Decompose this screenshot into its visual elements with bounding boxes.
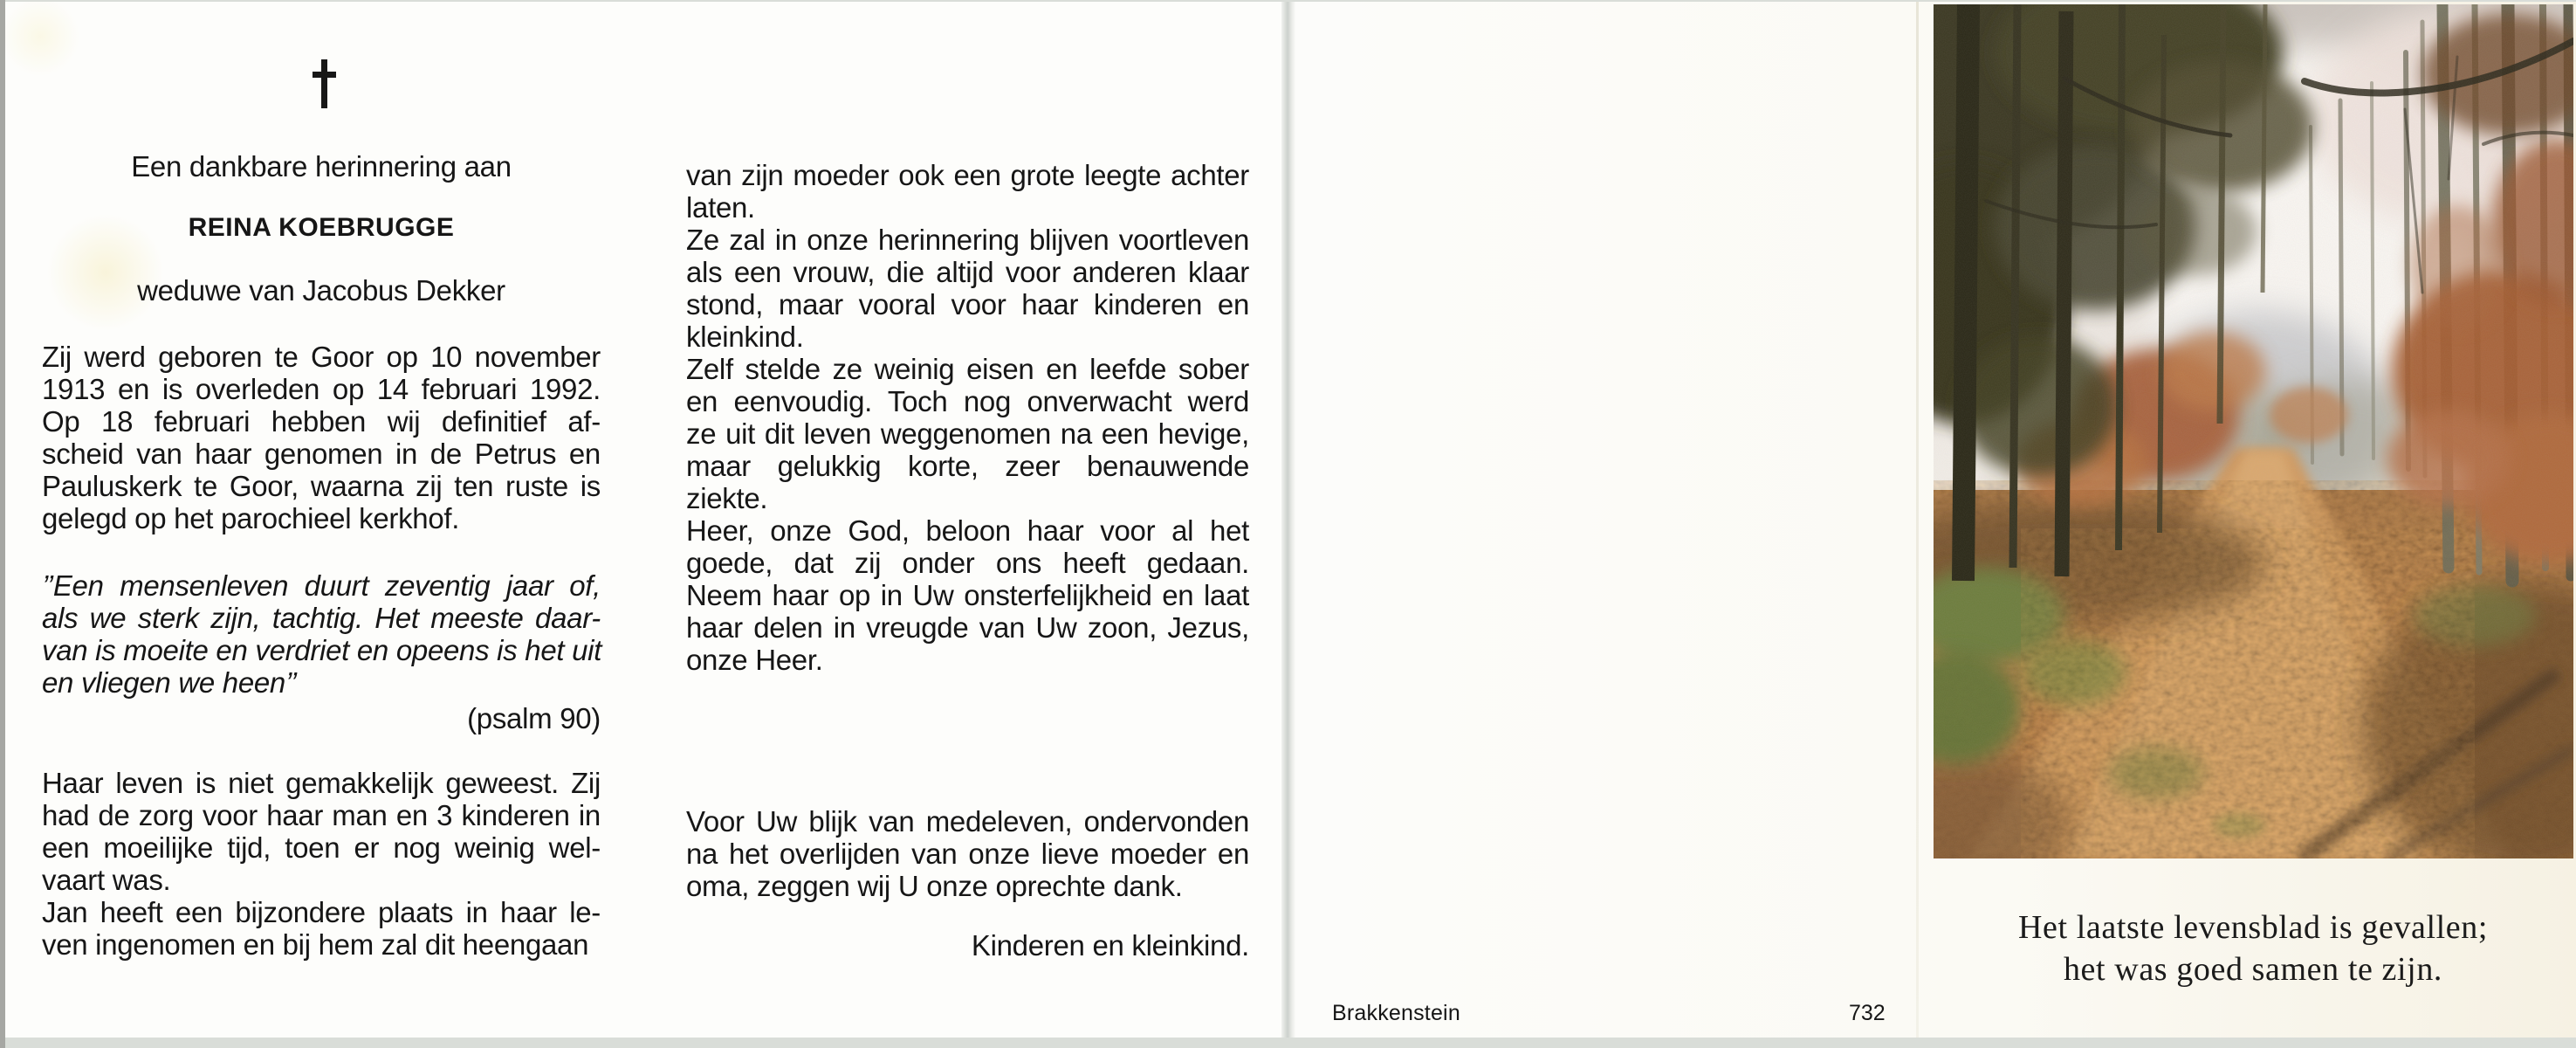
cover-crease-line	[1916, 2, 1919, 1038]
paragraph-sober	[686, 353, 1249, 514]
text-line: Neem haar op in Uw onsterfelijkheid en laat	[686, 579, 1249, 611]
text-line: ziekte.	[686, 482, 768, 514]
paragraph-memory	[686, 224, 1249, 353]
text-line: laten.	[686, 191, 755, 224]
paragraph-life	[42, 767, 601, 896]
text-line: Het laatste levensblad is gevallen;	[2017, 909, 2489, 946]
text-line: onze Heer.	[686, 644, 823, 676]
text-line: Heer, onze God, beloon haar voor al het	[686, 514, 1249, 547]
text-line: Zelf stelde ze weinig eisen en leefde sober	[686, 353, 1249, 385]
text-line: als we sterk zijn, tachtig. Het meeste daar-	[42, 602, 601, 634]
paragraph-biography	[42, 341, 601, 534]
signature-line: Kinderen en kleinkind.	[971, 929, 1249, 962]
text-line: na het overlijden van onze lieve moeder en	[686, 838, 1249, 870]
text-line: ven ingenomen en bij hem zal dit heengaan	[42, 928, 589, 961]
text-line: Haar leven is niet gemakkelijk geweest. Zij	[42, 767, 601, 799]
text-line: en eenvoudig. Toch nog onverwacht werd	[686, 385, 1249, 417]
paragraph-psalm-quote	[42, 569, 601, 699]
text-line: en vliegen we heen’’	[42, 666, 297, 699]
psalm-reference: (psalm 90)	[467, 702, 601, 734]
paragraph-prayer	[686, 514, 1249, 676]
paragraph-continuation	[686, 159, 1249, 224]
text-line: gelegd op het parochieel kerkhof.	[42, 502, 460, 534]
text-line: 1913 en is overleden op 14 februari 1992.	[42, 373, 601, 405]
text-line: als een vrouw, die altijd voor anderen klaar	[686, 256, 1249, 288]
card-number: 732	[1849, 1001, 1886, 1025]
relation-line: weduwe van Jacobus Dekker	[137, 274, 505, 307]
text-line: goede, dat zij onder ons heeft gedaan.	[686, 547, 1249, 579]
text-line: Op 18 februari hebben wij definitief af-	[42, 405, 601, 438]
photo-caption	[1927, 907, 2576, 990]
card-cover-page	[1295, 2, 2576, 1038]
text-line: maar gelukkig korte, zeer benauwende	[686, 450, 1249, 482]
text-line: Jan heeft een bijzondere plaats in haar le-	[42, 896, 601, 928]
publisher-mark: Brakkenstein	[1332, 1001, 1460, 1025]
text-line: Ze zal in onze herinnering blijven voortleven	[686, 224, 1249, 256]
text-line: Voor Uw blijk van medeleven, ondervonden	[686, 805, 1249, 838]
cross-horizontal-bar	[313, 72, 336, 78]
text-line: stond, maar vooral voor haar kinderen en	[686, 288, 1249, 321]
text-line: Zij werd geboren te Goor op 10 november	[42, 341, 601, 373]
cross-vertical-bar	[321, 59, 327, 108]
card-inner-left-page	[5, 2, 1281, 1038]
cross-icon	[302, 58, 346, 110]
deceased-name: REINA KOEBRUGGE	[188, 213, 455, 242]
text-line: ze uit dit leven weggenomen na een hevige,	[686, 417, 1249, 450]
intro-line: Een dankbare herinnering aan	[131, 150, 512, 183]
autumn-forest-photo-graphic	[1934, 4, 2573, 858]
paragraph-thanks	[686, 805, 1249, 902]
paragraph-jan	[42, 896, 601, 961]
text-line: het was goed samen te zijn.	[2063, 951, 2443, 988]
text-line: kleinkind.	[686, 321, 804, 353]
autumn-forest-photo	[1934, 4, 2573, 858]
text-line: vaart was.	[42, 864, 171, 896]
text-line: van zijn moeder ook een grote leegte achter	[686, 159, 1249, 191]
text-line: van is moeite en verdriet en opeens is het uit	[42, 634, 602, 666]
card-fold-shadow	[1281, 2, 1295, 1038]
text-line: Pauluskerk te Goor, waarna zij ten ruste is	[42, 470, 601, 502]
text-line: had de zorg voor haar man en 3 kinderen in	[42, 799, 601, 831]
text-line: haar delen in vreugde van Uw zoon, Jezus,	[686, 611, 1249, 644]
text-line: een moeilijke tijd, toen er nog weinig wel-	[42, 831, 601, 864]
text-line: oma, zeggen wij U onze oprechte dank.	[686, 870, 1183, 902]
text-line: ’’Een mensenleven duurt zeventig jaar of,	[42, 569, 601, 602]
text-line: scheid van haar genomen in de Petrus en	[42, 438, 601, 470]
